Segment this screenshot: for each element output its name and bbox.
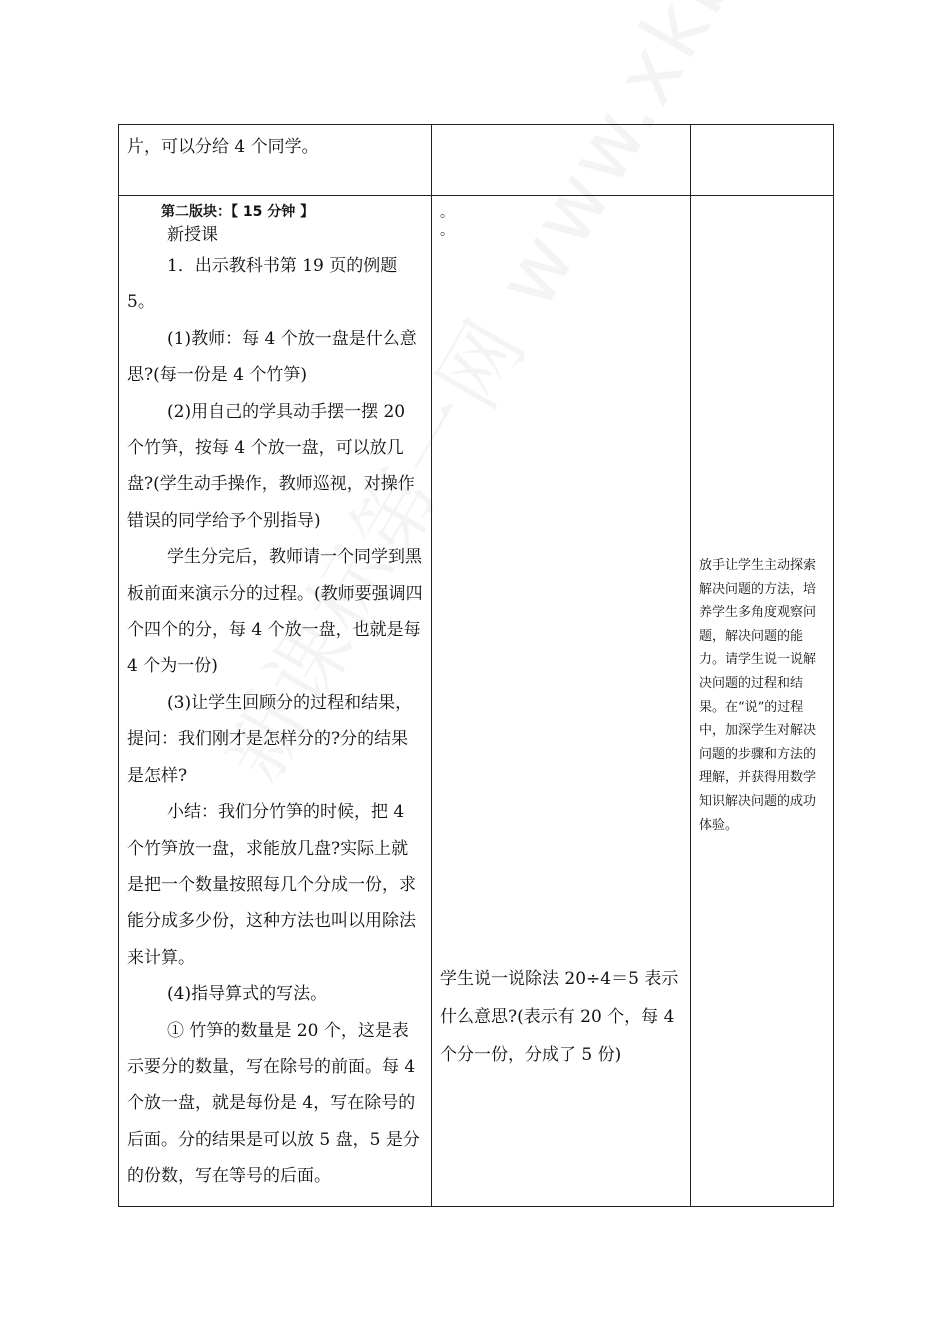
table-cell [691,196,834,1207]
table-row [119,196,834,1207]
table-cell [691,125,834,196]
section-subtitle: 新授课 [167,225,218,245]
table-row [119,125,834,196]
paragraph: 小结：我们分竹笋的时候，把 4 个竹笋放一盘，求能放几盘?实际上就是把一个数量按照每几个分成一份，求能分成多少份，这种方法也叫以用除法来计算。 [127,802,416,968]
paragraph: 学生分完后，教师请一个同学到黑板前面来演示分的过程。(教师要强调四个四个的分，每 4 个放一盘，也就是每 4 个为一份) [127,547,423,677]
table-cell [119,196,432,1207]
table-cell [119,125,432,196]
cell-text [432,125,690,129]
paragraph: (4)指导算式的写法。 [167,984,328,1005]
table-cell [432,125,691,196]
lesson-content [119,196,431,1208]
design-intent [691,196,833,1206]
cell-text: 片，可以分给 4 个同学。 [127,137,319,157]
design-intent-text: 放手让学生主动探索解决问题的方法，培养学生多角度观察问题，解决问题的能力。请学生说一说解决问题的过程和结果。在“说”的过程中，加深学生对解决问题的步骤和方法的理解，并获得用数学知识解决问题的成功体验。 [699,558,817,833]
paragraph: (2)用自己的学具动手摆一摆 20 个竹笋，按每 4 个放一盘，可以放几盘?(学生动手操作，教师巡视，对操作错误的同学给予个别指导) [127,401,415,531]
lesson-plan-table [118,124,834,1207]
paragraph: (1)教师：每 4 个放一盘是什么意思?(每一份是 4 个竹笋) [127,328,417,386]
student-activity [432,196,690,1206]
table-cell [432,196,691,1207]
paragraph: ① 竹笋的数量是 20 个，这是表示要分的数量，写在除号的前面。每 4 个放一盘，就是每份是 4，写在除号的后面。分的结果是可以放 5 盘，5 是分的份数，写在等号的后面。 [127,1020,420,1187]
cell-text [691,125,833,129]
section-title: 第二版块：【 15 分钟 】 [161,204,315,220]
dot-mark: 。 [440,223,454,239]
student-activity-text: 学生说一说除法 20÷4＝5 表示什么意思?(表示有 20 个，每 4 个分一份，分成了 5 份) [440,969,679,1065]
paragraph: (3)让学生回顾分的过程和结果，提问：我们刚才是怎样分的?分的结果是怎样? [127,692,413,786]
dot-mark: 。 [440,205,454,221]
paragraph: 1．出示教科书第 19 页的例题 5。 [127,256,398,313]
